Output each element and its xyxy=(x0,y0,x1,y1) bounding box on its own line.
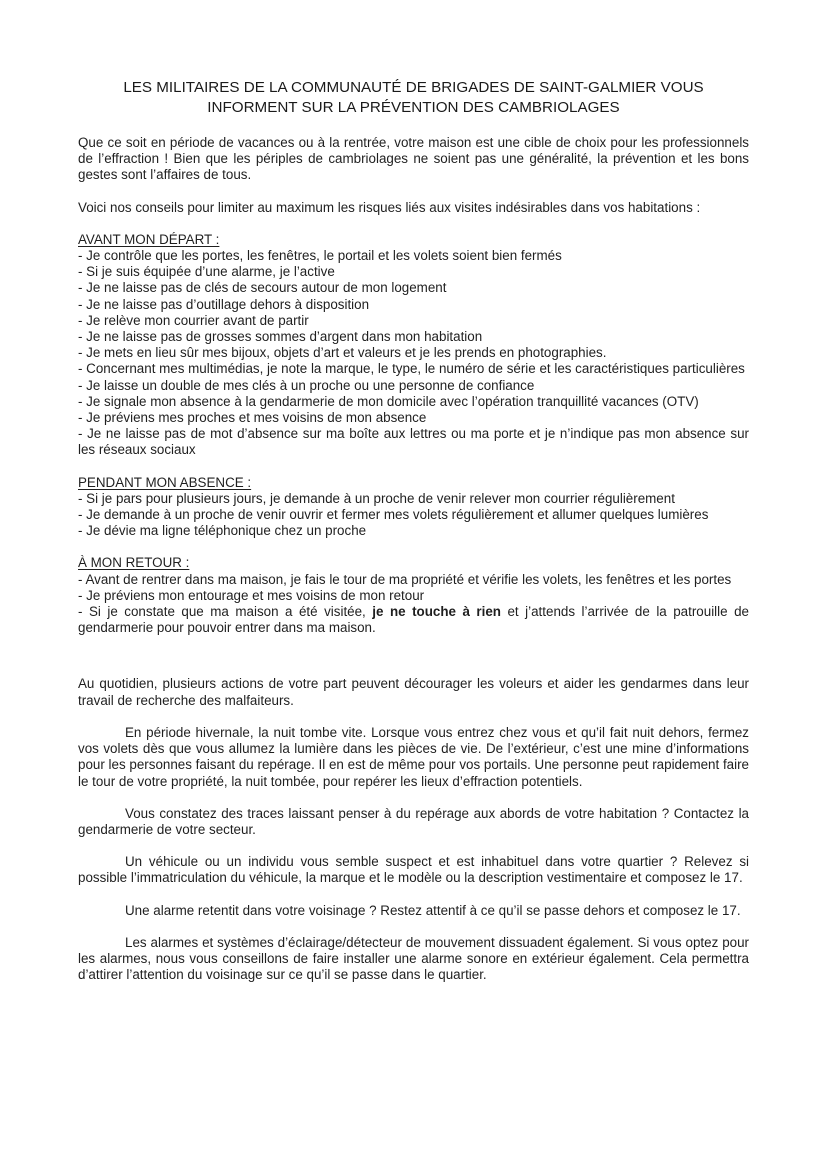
bold-emphasis: je ne touche à rien xyxy=(372,604,501,620)
section-pendant-mon-absence xyxy=(78,475,749,540)
list-item: - Je laisse un double de mes clés à un proche ou une personne de confiance xyxy=(78,377,535,393)
advice-paragraph-traces: Vous constatez des traces laissant penser à du repérage aux abords de votre habitation ? Contactez la gendarmerie de votre secteur. xyxy=(78,805,749,837)
advice-paragraph-lighting: Les alarmes et systèmes d’éclairage/détecteur de mouvement dissuadent également. Si vous optez pour les alarmes, nous vous conseillons de faire installer une alarme sonore en extérieur également. Cela permettra d’attirer l’attention du voisinage sur ce qu’il se passe dans le quartier. xyxy=(78,934,749,983)
list-item: - Je ne laisse pas de mot d’absence sur ma boîte aux lettres ou ma porte et je n’indique pas mon absence sur les réseaux sociaux xyxy=(78,426,749,458)
intro-paragraph-1: Que ce soit en période de vacances ou à la rentrée, votre maison est une cible de choix pour les professionnels de l’effraction ! Bien que les périples de cambriolages ne soient pas une généralité, la prévention et les bons gestes sont l’affaires de tous. xyxy=(78,135,749,183)
list-item xyxy=(78,604,749,636)
list-item: - Je préviens mon entourage et mes voisins de mon retour xyxy=(78,587,425,603)
list-item: - Concernant mes multimédias, je note la marque, le type, le numéro de série et les caractéristiques particulières xyxy=(78,361,745,377)
list-item: - Je mets en lieu sûr mes bijoux, objets d’art et valeurs et je les prends en photographies. xyxy=(78,345,607,361)
list-item: - Je dévie ma ligne téléphonique chez un proche xyxy=(78,523,367,539)
list-item: - Si je pars pour plusieurs jours, je demande à un proche de venir relever mon courrier régulièrement xyxy=(78,490,675,506)
list-item: - Je ne laisse pas de clés de secours autour de mon logement xyxy=(78,280,447,296)
list-item: - Je signale mon absence à la gendarmerie de mon domicile avec l’opération tranquillité vacances (OTV) xyxy=(78,393,699,409)
list-item-text: et j’attends l’arrivée de la patrouille de gendarmerie pour pouvoir entrer dans ma maison. xyxy=(78,604,749,636)
list-item: - Avant de rentrer dans ma maison, je fais le tour de ma propriété et vérifie les volets, les fenêtres et les portes xyxy=(78,571,732,587)
list-item: - Je demande à un proche de venir ouvrir et fermer mes volets régulièrement et allumer quelques lumières xyxy=(78,507,709,523)
advice-paragraph-alarm: Une alarme retentit dans votre voisinage ? Restez attentif à ce qu’il se passe dehors et composez le 17. xyxy=(125,902,741,918)
list-item: - Je relève mon courrier avant de partir xyxy=(78,312,309,328)
list-item: - Si je suis équipée d’une alarme, je l’active xyxy=(78,264,335,280)
advice-paragraph-vehicle: Un véhicule ou un individu vous semble suspect et est inhabituel dans votre quartier ? Relevez si possible l’immatriculation du véhicule, la marque et le modèle ou la description vestimentaire et composez le 17. xyxy=(78,854,749,886)
list-item: - Je ne laisse pas d’outillage dehors à disposition xyxy=(78,296,370,312)
section-avant-mon-depart xyxy=(78,232,749,459)
list-item: - Je ne laisse pas de grosses sommes d’argent dans mon habitation xyxy=(78,329,483,345)
list-item: - Je contrôle que les portes, les fenêtres, le portail et les volets soient bien fermés xyxy=(78,248,562,264)
advice-paragraph-night: En période hivernale, la nuit tombe vite. Lorsque vous entrez chez vous et qu’il fait nuit dehors, fermez vos volets dès que vous allumez la lumière dans les pièces de vie. De l’extérieur, c’est une mine d’informations pour les personnes faisant du repérage. Il en est de même pour vos portails. Une personne peut rapidement faire le tour de votre propriété, la nuit tombée, pour repérer les lieux d’effraction potentiels. xyxy=(78,724,749,789)
document-title: LES MILITAIRES DE LA COMMUNAUTÉ DE BRIGADES DE SAINT-GALMIER VOUS INFORMENT SUR LA PRÉVENTION DES CAMBRIOLAGES xyxy=(123,79,704,116)
list-item: - Je préviens mes proches et mes voisins de mon absence xyxy=(78,410,427,426)
section-a-mon-retour xyxy=(78,555,749,636)
list-item-text: - Si je constate que ma maison a été visitée, xyxy=(78,604,373,620)
section-heading-pendant-absence: PENDANT MON ABSENCE : xyxy=(78,474,252,490)
section-heading-avant-depart: AVANT MON DÉPART : xyxy=(78,231,220,247)
intro-paragraph-2: Voici nos conseils pour limiter au maximum les risques liés aux visites indésirables dans vos habitations : xyxy=(78,199,701,215)
daily-intro-paragraph: Au quotidien, plusieurs actions de votre part peuvent décourager les voleurs et aider les gendarmes dans leur travail de recherche des malfaiteurs. xyxy=(78,676,749,708)
section-heading-a-mon-retour: À MON RETOUR : xyxy=(78,555,190,571)
